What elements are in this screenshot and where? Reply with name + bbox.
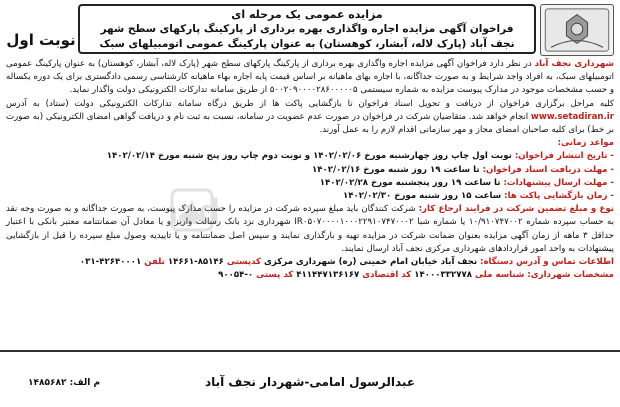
footer-divider [0, 350, 620, 352]
process-text-b: انجام خواهد شد. متقاضیان شرکت در فراخوان در صورت عدم عضویت در سامانه، نسبت به ثبت نام و دریافت گواهی امضای الکترونیکی (به صورت بر خط) برای کلیه صاحبان امضای مجاز و مهر سازمانی اقدام لازم را به عمل آورند. [6, 111, 614, 136]
dates-heading: مواعد زمانی: [557, 138, 614, 149]
ad-body [6, 58, 614, 354]
contact-text: نجف آباد خیابان امام خمینی (ره) شهرداری مرکزی [261, 257, 481, 268]
ad-subtitle-line-1: فراخوان آگهی مزایده اجاره واگذاری بهره برداری از پارکینگ پارکهای سطح شهر [100, 23, 514, 35]
date-value: ساعت ۱۵ روز شنبه مورخ ۱۴۰۲/۰۲/۳۰ [343, 191, 505, 202]
postal-value: ۸۵۱۴۶-۱۴۶۶۱ [164, 257, 227, 268]
ad-footer [0, 353, 620, 407]
identity-paragraph [6, 269, 614, 282]
contact-label: اطلاعات تماس و آدرس دستگاه: [480, 257, 614, 268]
phone-label: تلفن [144, 257, 165, 268]
date-label: - زمان بازگشایی پاکت ها: [504, 191, 614, 202]
date-value: تا ساعت ۱۹ روز شنبه مورخ ۱۴۰۲/۰۲/۱۶ [312, 164, 483, 175]
guarantee-text: شرکت کنندگان باید مبلغ سپرده شرکت در مزایده را حسب مدارک پیوست، به صورت جداگانه و به صورت وجه نقد به حساب سپرده شماره ۱۰/۹۱۰۷۴۷۰۰۲ یا شماره شبا IR۰۵۰۷۰۰۰۰۱۰۰۰۲۲۹۱۰۷۴۷۰۰۰۲ شهرداری نزد بانک رسالت واریز و یا معادل آن ضمانتنامه معتبر بانکی با اعتبار حداقل ۳ ماهه از زمان آگهی مزایده بعنوان ضمانت شرکت در مزایده تهیه و بارگذاری نمایند و سپس اصل ضمانتنامه و یا تاییدیه وصول مبلغ سپرده را قبل از بازگشایی پیشنهادات به واحد امور قراردادهای شهرداری مرکزی نجف آباد ارسال نمایند. [6, 204, 614, 254]
postal-label: کدپستی [226, 257, 262, 268]
national-id-label: مشخصات شهرداری: شناسه ملی [474, 270, 614, 281]
date-value: نوبت اول چاپ روز چهارشنبه مورخ ۱۴۰۲/۰۲/۰۶ و نوبت دوم چاپ روز پنج شنبه مورخ ۱۴۰۲/۰۲/۱۴ [106, 151, 515, 162]
post-code-label: کد پستی [256, 270, 294, 281]
date-row-opening [6, 190, 614, 203]
date-row-publish [6, 150, 614, 163]
contact-paragraph [6, 256, 614, 269]
emblem-icon [541, 5, 613, 55]
process-paragraph [6, 98, 614, 138]
setad-link[interactable]: www.setadiran.ir [530, 111, 614, 122]
process-text-a: کلیه مراحل برگزاری فراخوان از دریافت و تحویل اسناد فراخوان تا بازگشایی پاکت ها از طریق درگاه سامانه تدارکات الکترونیکی دولت (ستاد) به آدرس [6, 98, 614, 109]
round-label: نوبت اول [6, 31, 76, 49]
guarantee-label: نوع و مبلغ تضمین شرکت در فرایند ارجاع کار: [418, 204, 615, 215]
intro-text: در نظر دارد فراخوان آگهی مزایده اجاره واگذاری بهره برداری از پارکینگ پارکهای سطح شهر (پارک لاله، آبشار، کوهستان) به عنوان پارکینگ عمومی اتومبیلهای سبک، به افراد واجد شرایط و به صورت جداگانه، با اجاره بهای ماهیانه بر اساس قیمت پایه اجاره بهاء ماهیانه کارشناسی رسمی دادگستری برای یک دوره یکساله و حسب مشخصات موجود در مدارک پیوست مزایده به شماره سیستمی ۵۰۰۲۰۹۰۰۰۰۲۸۶۰۰۰۰۰۵ از طریق سامانه تدارکات الکترونیکی دولت واگذار نماید. [6, 59, 614, 96]
ad-title: مزایده عمومی یک مرحله ای [231, 8, 383, 21]
date-row-proposals [6, 177, 614, 190]
date-value: تا ساعت ۱۹ روز پنجشنبه مورخ ۱۴۰۲/۰۲/۲۸ [319, 177, 504, 188]
intro-paragraph [6, 58, 614, 98]
org-name: شهرداری نجف آباد [534, 59, 614, 69]
date-label: - مهلت ارسال پیشنهادات: [503, 177, 614, 188]
watermark-text: ad [177, 191, 220, 232]
guarantee-paragraph [6, 203, 614, 256]
date-label: - مهلت دریافت اسناد فراخوان: [482, 164, 614, 175]
economic-code-label: کد اقتصادی [362, 270, 412, 281]
national-id-value: ۱۴۰۰۰۳۳۲۷۷۸ [411, 270, 475, 281]
post-code-value: ۰-۹۰۰۵۴ [218, 270, 257, 281]
municipality-logo [540, 4, 614, 56]
ad-subtitle-line-2: نجف آباد (پارک لاله، آبشار، کوهستان) به عنوان پارکینگ عمومی اتومبیلهای سبک [99, 38, 515, 50]
phone-value: ۴۲۶۴۰۰۰۱-۰۳۱ [79, 257, 145, 268]
ad-title-box [78, 4, 536, 54]
economic-code-value: ۴۱۱۴۴۷۱۳۶۱۶۷ [293, 270, 363, 281]
ad-code: م الف: ۱۴۸۵۶۸۲ [28, 378, 101, 388]
mayor-signature: عبدالرسول امامی-شهردار نجف آباد [204, 375, 416, 389]
date-label: - تاریخ انتشار فراخوان: [514, 151, 614, 162]
date-row-documents [6, 164, 614, 177]
